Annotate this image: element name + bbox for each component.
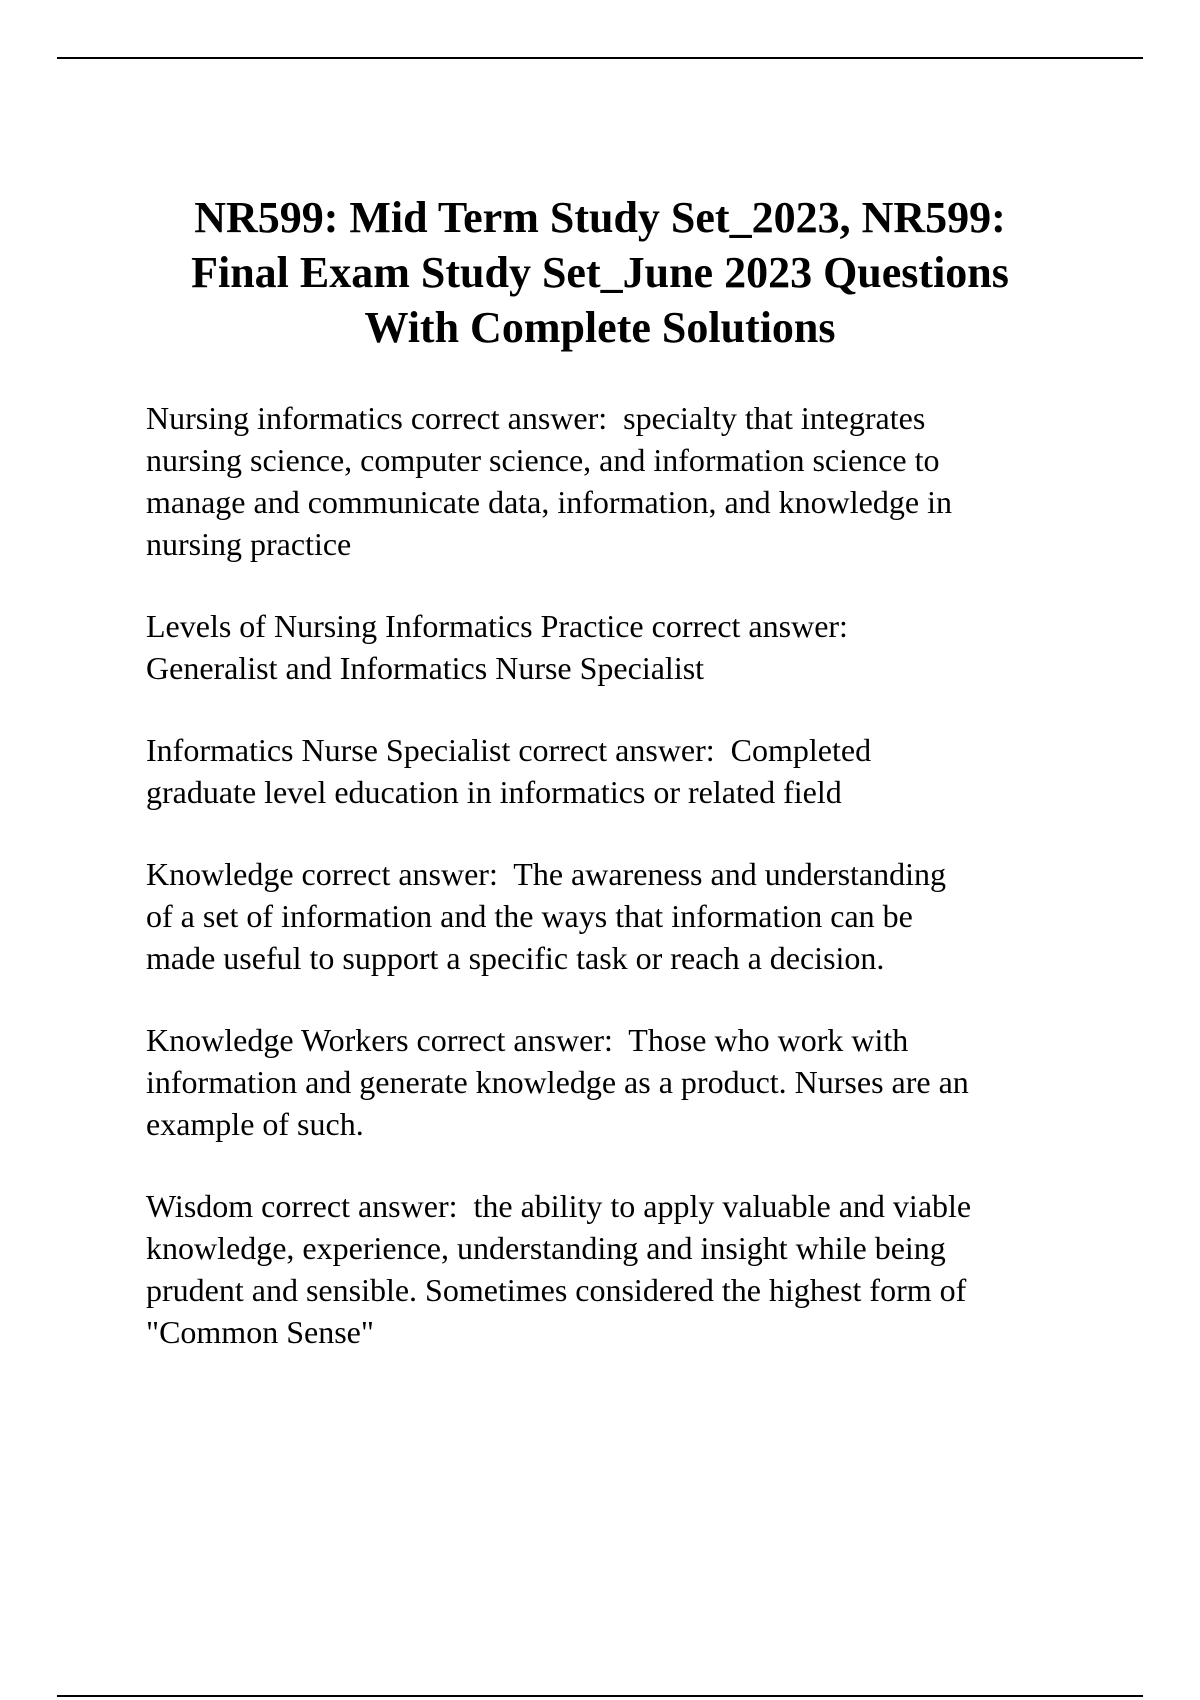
entry-line: prudent and sensible. Sometimes considered the highest form of bbox=[146, 1272, 967, 1308]
entry-line: Nursing informatics correct answer: specialty that integrates bbox=[146, 400, 926, 436]
qa-entry-nursing-informatics bbox=[146, 397, 1146, 565]
entry-line: Generalist and Informatics Nurse Specialist bbox=[146, 650, 705, 686]
qa-entry-levels-of-practice bbox=[146, 605, 1146, 689]
entry-line: Levels of Nursing Informatics Practice correct answer: bbox=[146, 608, 848, 644]
entry-line: Knowledge Workers correct answer: Those who work with bbox=[146, 1022, 909, 1058]
entry-line: of a set of information and the ways that information can be bbox=[146, 898, 913, 934]
bottom-rule bbox=[57, 1695, 1143, 1697]
entry-line: Informatics Nurse Specialist correct answer: Completed bbox=[146, 732, 872, 768]
entry-line: nursing science, computer science, and information science to bbox=[146, 442, 940, 478]
entry-line: made useful to support a specific task or reach a decision. bbox=[146, 940, 885, 976]
qa-entry-wisdom bbox=[146, 1185, 1146, 1353]
top-rule bbox=[57, 57, 1143, 59]
entry-line: example of such. bbox=[146, 1106, 364, 1142]
qa-entry-knowledge-workers bbox=[146, 1019, 1146, 1145]
title-line: With Complete Solutions bbox=[364, 303, 836, 352]
qa-entry-informatics-nurse-specialist bbox=[146, 729, 1146, 813]
title-line: Final Exam Study Set_June 2023 Questions bbox=[191, 248, 1009, 297]
entry-line: "Common Sense" bbox=[146, 1314, 374, 1350]
entry-line: graduate level education in informatics or related field bbox=[146, 774, 842, 810]
title-line: NR599: Mid Term Study Set_2023, NR599: bbox=[194, 193, 1006, 242]
document-title bbox=[100, 190, 1100, 355]
entry-line: Knowledge correct answer: The awareness and understanding bbox=[146, 856, 946, 892]
qa-list bbox=[146, 397, 1146, 1393]
entry-line: information and generate knowledge as a product. Nurses are an bbox=[146, 1064, 969, 1100]
entry-line: manage and communicate data, information, and knowledge in bbox=[146, 484, 952, 520]
entry-line: nursing practice bbox=[146, 526, 352, 562]
entry-line: Wisdom correct answer: the ability to apply valuable and viable bbox=[146, 1188, 972, 1224]
entry-line: knowledge, experience, understanding and insight while being bbox=[146, 1230, 946, 1266]
qa-entry-knowledge bbox=[146, 853, 1146, 979]
